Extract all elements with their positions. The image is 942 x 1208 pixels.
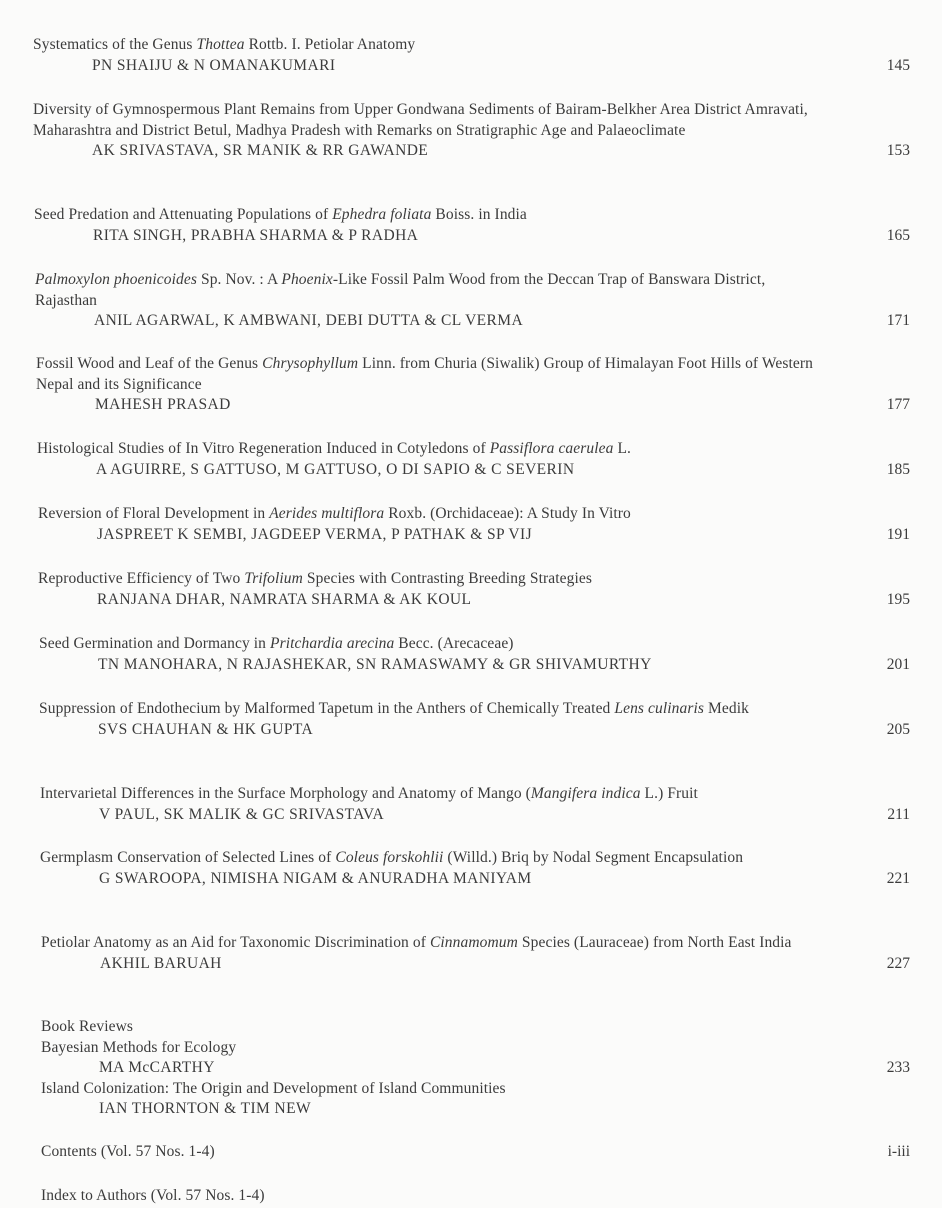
toc-entry	[38, 569, 942, 610]
title-segment: Seed Predation and Attenuating Populations of	[34, 206, 333, 223]
title-italic-segment: Palmoxylon phoenicoides	[35, 271, 197, 288]
page-number[interactable]: 171	[886, 312, 910, 329]
title-italic-segment: Trifolium	[244, 570, 303, 587]
contents-entry	[41, 1142, 942, 1163]
title-italic-segment: Coleus forskohlii	[335, 849, 444, 866]
book-reviews-heading: Book Reviews	[41, 1018, 134, 1035]
toc-entry	[35, 270, 942, 332]
article-authors: V PAUL, SK MALIK & GC SRIVASTAVA	[99, 805, 385, 823]
toc-entry	[34, 205, 942, 246]
title-italic-segment: Phoenix	[281, 271, 333, 288]
review-authors: IAN THORNTON & TIM NEW	[99, 1100, 312, 1117]
title-italic-segment: Pritchardia arecina	[270, 635, 395, 652]
article-title[interactable]	[36, 354, 826, 395]
toc-entry	[41, 933, 942, 974]
title-italic-segment: Passiflora caerulea	[489, 440, 614, 457]
page-number[interactable]: 195	[886, 590, 910, 608]
article-title[interactable]	[38, 569, 838, 590]
article-authors: MAHESH PRASAD	[95, 396, 231, 413]
article-authors: SVS CHAUHAN & HK GUPTA	[98, 720, 314, 738]
page-number[interactable]: 191	[886, 525, 910, 543]
article-title[interactable]	[40, 784, 860, 805]
toc-entry	[38, 504, 942, 545]
book-reviews-section	[41, 1017, 942, 1120]
title-segment: L.	[613, 440, 632, 457]
article-authors: A AGUIRRE, S GATTUSO, M GATTUSO, O DI SAPIO & C SEVERIN	[96, 460, 575, 478]
article-title[interactable]	[34, 205, 834, 226]
page-number[interactable]: 145	[886, 56, 910, 74]
article-authors: AK SRIVASTAVA, SR MANIK & RR GAWANDE	[92, 142, 429, 159]
title-segment: Fossil Wood and Leaf of the Genus	[36, 355, 263, 372]
page-number[interactable]: 201	[886, 655, 910, 673]
title-italic-segment: Chrysophyllum	[262, 355, 359, 372]
title-segment: (Willd.) Briq by Nodal Segment Encapsulation	[443, 849, 744, 866]
article-authors: G SWAROOPA, NIMISHA NIGAM & ANURADHA MANIYAM	[99, 869, 532, 887]
title-italic-segment: Cinnamomum	[429, 934, 518, 951]
title-segment: Petiolar Anatomy as an Aid for Taxonomic Discrimination of	[41, 934, 430, 951]
title-italic-segment: Ephedra foliata	[332, 206, 432, 223]
index-entry	[41, 1186, 942, 1207]
title-segment: Intervarietal Differences in the Surface Morphology and Anatomy of Mango (	[40, 785, 531, 802]
page-number[interactable]: 185	[886, 460, 910, 478]
article-title[interactable]	[38, 504, 838, 525]
article-title[interactable]	[33, 35, 833, 56]
article-authors: AKHIL BARUAH	[100, 954, 222, 972]
title-segment: -Like Fossil Palm Wood from the Deccan Trap of Banswara District, Rajasthan	[35, 271, 766, 309]
review-title[interactable]: Island Colonization: The Origin and Development of Island Communities	[41, 1079, 506, 1097]
title-segment: Systematics of the Genus	[33, 36, 197, 53]
review-title[interactable]: Bayesian Methods for Ecology	[41, 1038, 237, 1056]
title-segment: Species (Lauraceae) from North East India	[517, 934, 792, 951]
article-title[interactable]	[40, 848, 800, 869]
title-segment: Germplasm Conservation of Selected Lines of	[40, 849, 336, 866]
article-authors: TN MANOHARA, N RAJASHEKAR, SN RAMASWAMY & GR SHIVAMURTHY	[98, 655, 652, 673]
toc-entry	[33, 100, 942, 162]
article-authors: RITA SINGH, PRABHA SHARMA & P RADHA	[93, 226, 419, 244]
page-number[interactable]: 221	[886, 869, 910, 887]
toc-entry	[40, 784, 942, 825]
toc-entry	[37, 439, 942, 480]
title-italic-segment: Lens culinaris	[614, 700, 705, 717]
toc-entry	[40, 848, 942, 889]
article-title[interactable]	[33, 100, 833, 141]
article-authors: RANJANA DHAR, NAMRATA SHARMA & AK KOUL	[97, 590, 472, 608]
page-number[interactable]: 177	[886, 396, 910, 413]
title-segment: Reproductive Efficiency of Two	[38, 570, 245, 587]
page-number[interactable]: i-iii	[887, 1143, 910, 1160]
page-number[interactable]: 233	[886, 1059, 910, 1076]
page-number[interactable]: 205	[886, 720, 910, 738]
article-title[interactable]	[35, 270, 795, 311]
article-authors: ANIL AGARWAL, K AMBWANI, DEBI DUTTA & CL VERMA	[94, 312, 524, 329]
article-title[interactable]	[39, 634, 839, 655]
title-segment: Becc. (Arecaceae)	[394, 635, 514, 652]
article-authors: PN SHAIJU & N OMANAKUMARI	[92, 56, 336, 74]
toc-entry	[36, 354, 942, 416]
title-italic-segment: Aerides multiflora	[269, 505, 385, 522]
title-segment: Sp. Nov. : A	[197, 271, 282, 288]
title-segment: Species with Contrasting Breeding Strategies	[302, 570, 593, 587]
title-italic-segment: Mangifera indica	[530, 785, 641, 802]
title-segment: Diversity of Gymnospermous Plant Remains from Upper Gondwana Sediments of Bairam-Belkher Area District Amravati, Maharashtra and District Betul, Madhya Pradesh with Remarks on Stratigraphic Age and Palaeoclimate	[33, 101, 808, 139]
article-title[interactable]	[37, 439, 837, 460]
title-segment: Suppression of Endothecium by Malformed Tapetum in the Anthers of Chemically Treated	[39, 700, 615, 717]
title-italic-segment: Thottea	[196, 36, 245, 53]
page-number[interactable]: 227	[886, 954, 910, 972]
page-number[interactable]: 165	[886, 226, 910, 244]
article-title[interactable]	[39, 699, 791, 720]
toc-entry	[39, 699, 942, 740]
title-segment: Seed Germination and Dormancy in	[39, 635, 271, 652]
title-segment: Medik	[704, 700, 749, 717]
article-title[interactable]	[41, 933, 831, 954]
title-segment: Linn. from Churia (Siwalik) Group of Himalayan Foot Hills of Western Nepal and its Significance	[36, 355, 813, 393]
title-segment: Rottb. I. Petiolar Anatomy	[244, 36, 416, 53]
contents-label[interactable]: Contents (Vol. 57 Nos. 1-4)	[41, 1143, 215, 1160]
page-number[interactable]: 211	[887, 805, 910, 823]
title-segment: Roxb. (Orchidaceae): A Study In Vitro	[384, 505, 631, 522]
title-segment: L.) Fruit	[640, 785, 698, 802]
toc-entry	[33, 35, 942, 76]
title-segment: Boiss. in India	[431, 206, 527, 223]
index-label[interactable]: Index to Authors (Vol. 57 Nos. 1-4)	[41, 1187, 265, 1204]
toc-entry	[39, 634, 942, 675]
article-authors: JASPREET K SEMBI, JAGDEEP VERMA, P PATHAK & SP VIJ	[97, 525, 533, 543]
review-authors: MA McCARTHY	[99, 1059, 215, 1076]
title-segment: Histological Studies of In Vitro Regeneration Induced in Cotyledons of	[37, 440, 490, 457]
page-number[interactable]: 153	[886, 142, 910, 159]
title-segment: Reversion of Floral Development in	[38, 505, 270, 522]
